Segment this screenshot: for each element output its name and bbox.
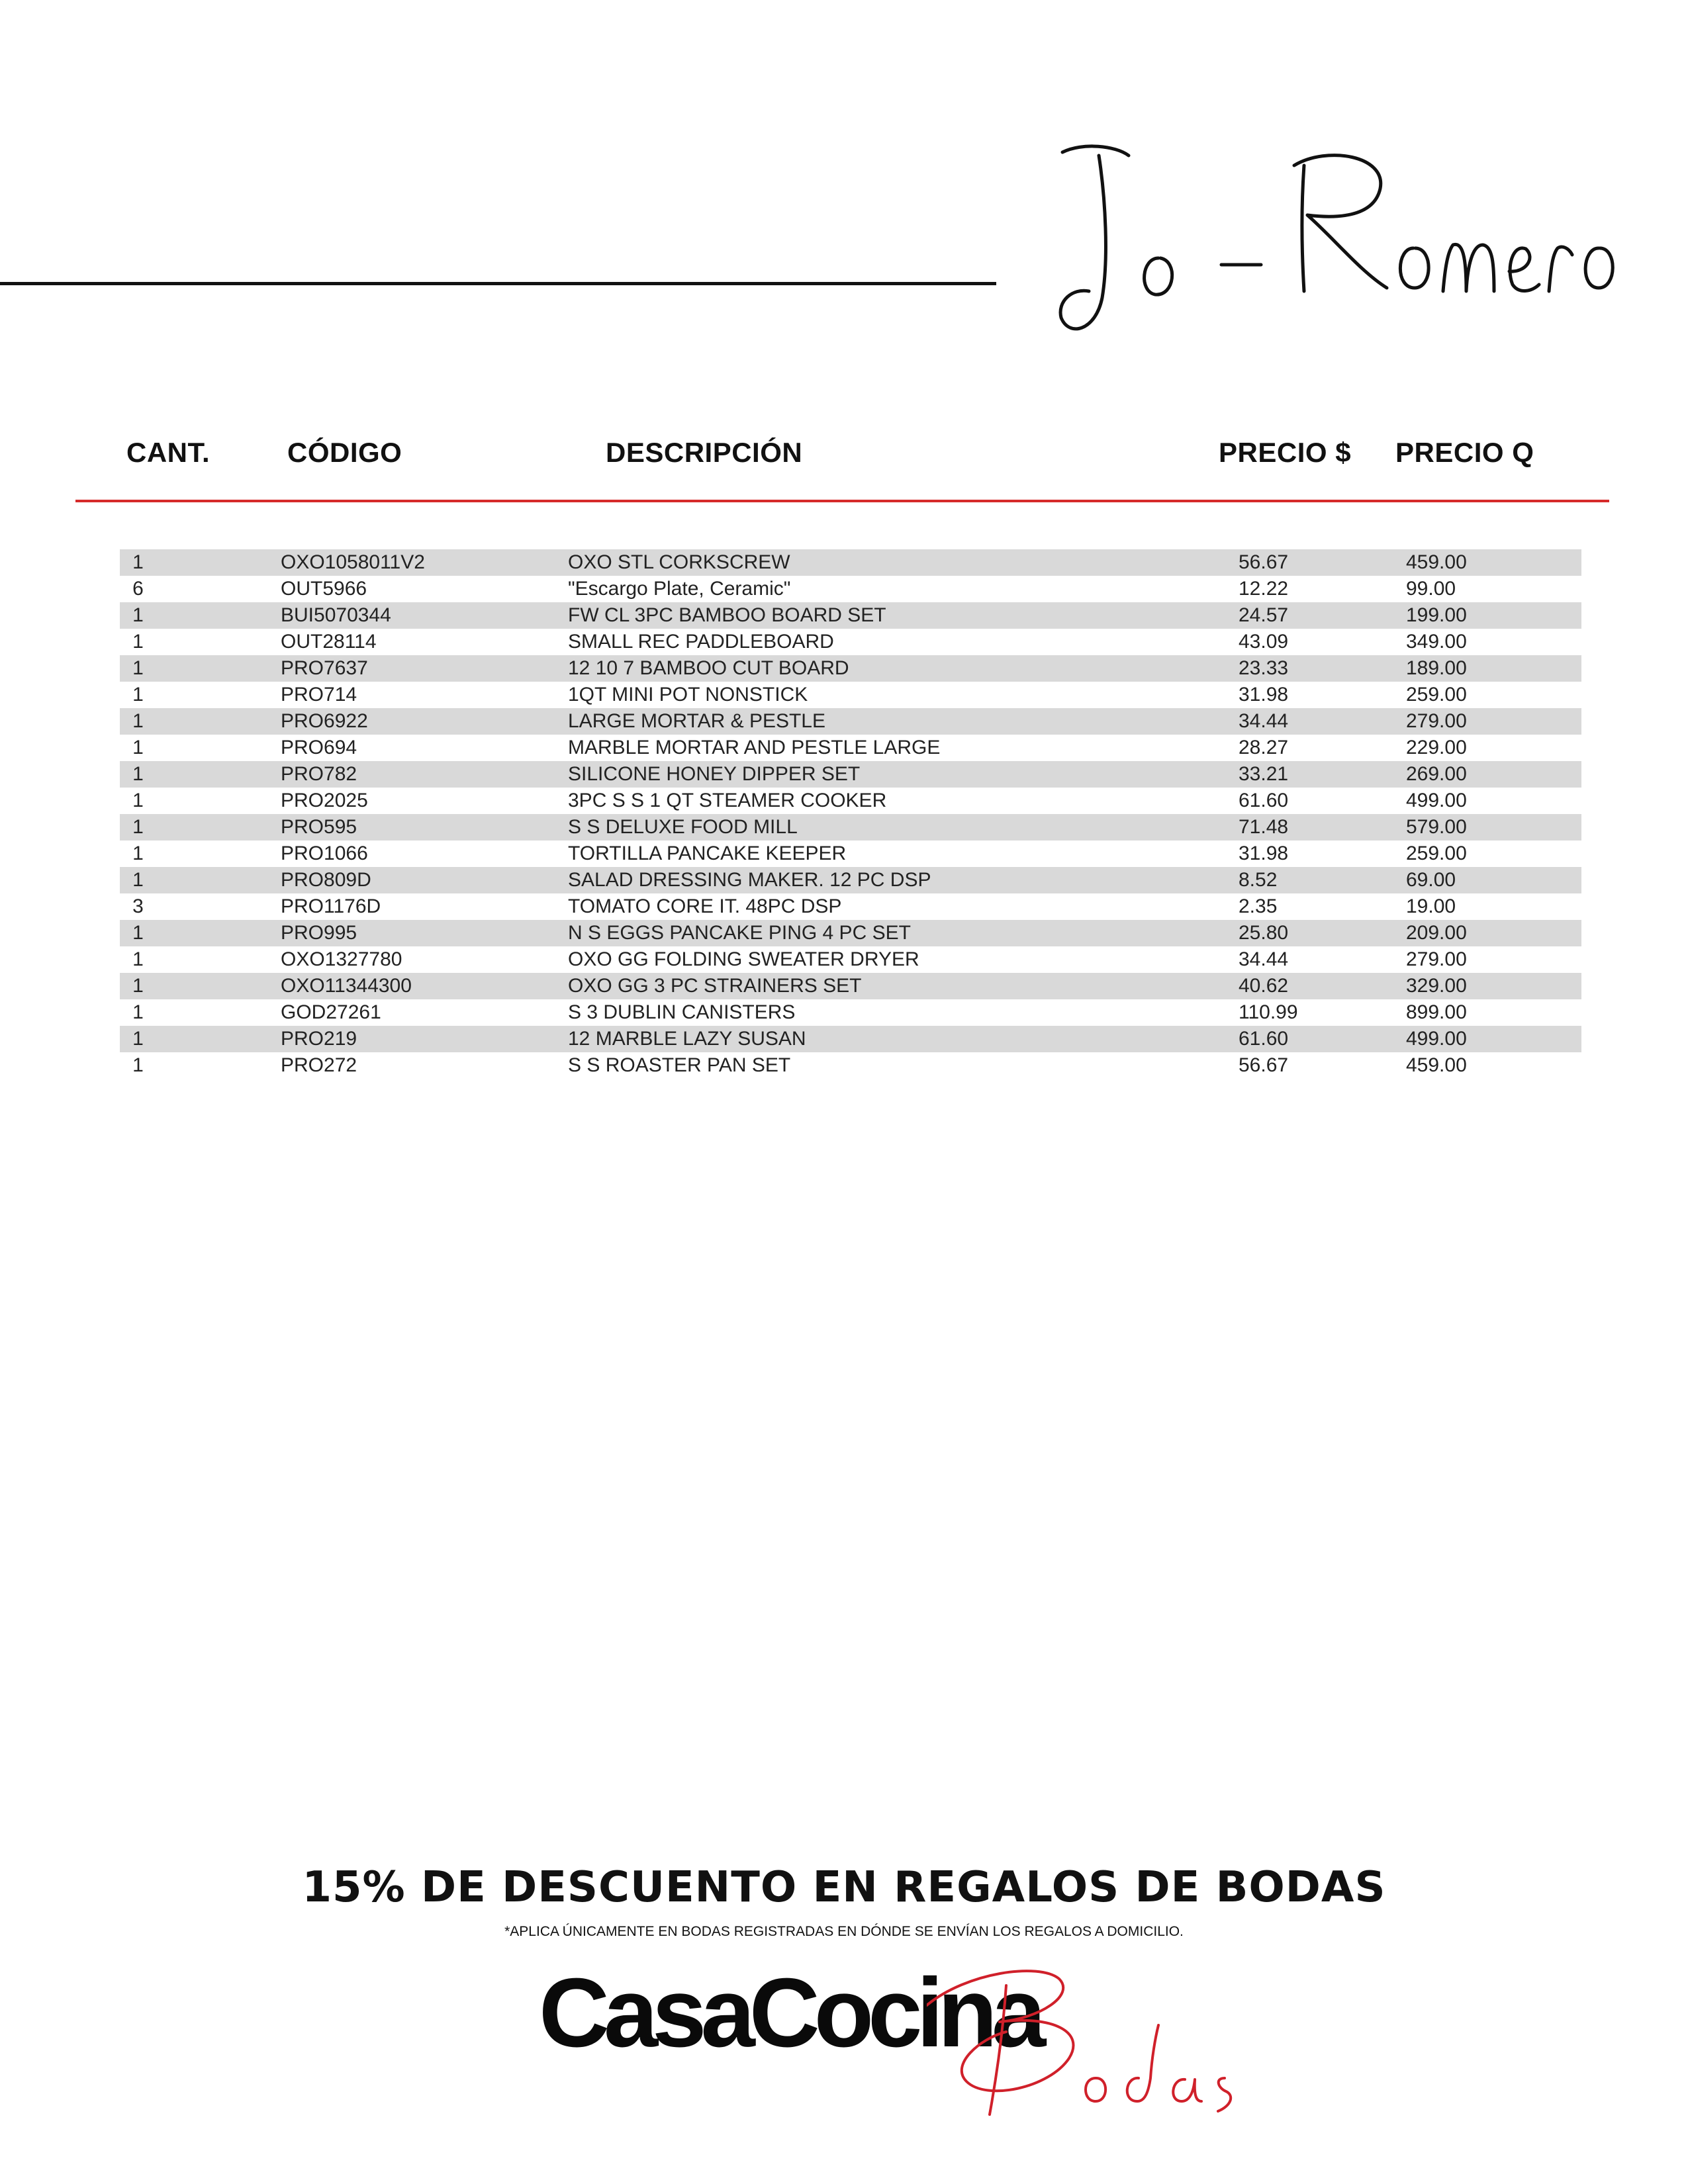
cell-precio-usd: 8.52	[1239, 869, 1278, 891]
top-divider	[0, 282, 996, 285]
cell-codigo: OXO1058011V2	[281, 551, 425, 573]
cell-cant: 1	[132, 763, 144, 785]
table-row	[120, 973, 1581, 999]
cell-precio-usd: 56.67	[1239, 551, 1289, 573]
promo-title: 15% DE DESCUENTO EN REGALOS DE BODAS	[302, 1863, 1386, 1912]
table-header	[0, 437, 1688, 483]
cell-cant: 1	[132, 604, 144, 626]
header-divider	[75, 500, 1609, 502]
cell-precio-usd: 61.60	[1239, 790, 1289, 811]
cell-precio-q: 69.00	[1406, 869, 1456, 891]
cell-cant: 1	[132, 1028, 144, 1050]
cell-precio-q: 459.00	[1406, 1054, 1467, 1076]
table-row	[120, 655, 1581, 682]
logo-script-bodas	[927, 1959, 1244, 2124]
cell-descripcion: S S DELUXE FOOD MILL	[568, 816, 798, 838]
cell-cant: 1	[132, 948, 144, 970]
cell-codigo: PRO694	[281, 737, 357, 758]
cell-cant: 1	[132, 1001, 144, 1023]
cell-cant: 1	[132, 631, 144, 653]
table-body	[120, 549, 1581, 1079]
table-row	[120, 1026, 1581, 1052]
cell-cant: 1	[132, 710, 144, 732]
table-row	[120, 602, 1581, 629]
table-row	[120, 946, 1581, 973]
cell-codigo: OUT5966	[281, 578, 367, 600]
signature	[1043, 126, 1625, 364]
cell-precio-q: 499.00	[1406, 790, 1467, 811]
cell-precio-usd: 23.33	[1239, 657, 1289, 679]
cell-codigo: PRO7637	[281, 657, 368, 679]
logo-brand: CasaCocina	[539, 1958, 1041, 2068]
cell-descripcion: LARGE MORTAR & PESTLE	[568, 710, 825, 732]
cell-descripcion: SILICONE HONEY DIPPER SET	[568, 763, 861, 785]
cell-cant: 1	[132, 842, 144, 864]
cell-descripcion: N S EGGS PANCAKE PING 4 PC SET	[568, 922, 911, 944]
cell-cant: 1	[132, 790, 144, 811]
cell-codigo: PRO219	[281, 1028, 357, 1050]
cell-cant: 1	[132, 922, 144, 944]
table-row	[120, 814, 1581, 841]
cell-codigo: OXO11344300	[281, 975, 412, 997]
cell-codigo: PRO2025	[281, 790, 368, 811]
cell-precio-usd: 2.35	[1239, 895, 1278, 917]
table-row	[120, 576, 1581, 602]
cell-precio-usd: 33.21	[1239, 763, 1289, 785]
cell-cant: 1	[132, 869, 144, 891]
cell-precio-q: 269.00	[1406, 763, 1467, 785]
cell-precio-q: 349.00	[1406, 631, 1467, 653]
table-row	[120, 999, 1581, 1026]
cell-codigo: PRO809D	[281, 869, 371, 891]
table-row	[120, 761, 1581, 788]
header-descripcion: DESCRIPCIÓN	[606, 437, 803, 468]
cell-precio-q: 99.00	[1406, 578, 1456, 600]
cell-codigo: PRO714	[281, 684, 357, 705]
cell-codigo: OUT28114	[281, 631, 377, 653]
cell-precio-usd: 71.48	[1239, 816, 1289, 838]
table-row	[120, 867, 1581, 893]
cell-precio-usd: 31.98	[1239, 684, 1289, 705]
cell-descripcion: 1QT MINI POT NONSTICK	[568, 684, 808, 705]
cell-precio-q: 189.00	[1406, 657, 1467, 679]
cell-descripcion: 3PC S S 1 QT STEAMER COOKER	[568, 790, 887, 811]
cell-descripcion: 12 MARBLE LAZY SUSAN	[568, 1028, 806, 1050]
header-cant: CANT.	[126, 437, 211, 468]
cell-precio-q: 209.00	[1406, 922, 1467, 944]
table-row	[120, 920, 1581, 946]
cell-precio-usd: 43.09	[1239, 631, 1289, 653]
cell-codigo: PRO272	[281, 1054, 357, 1076]
table-row	[120, 708, 1581, 735]
table-row	[120, 629, 1581, 655]
cell-descripcion: OXO GG FOLDING SWEATER DRYER	[568, 948, 919, 970]
cell-descripcion: OXO STL CORKSCREW	[568, 551, 790, 573]
cell-precio-usd: 12.22	[1239, 578, 1289, 600]
cell-codigo: PRO1066	[281, 842, 368, 864]
cell-precio-usd: 34.44	[1239, 710, 1289, 732]
cell-precio-q: 259.00	[1406, 842, 1467, 864]
cell-precio-q: 899.00	[1406, 1001, 1467, 1023]
cell-precio-q: 459.00	[1406, 551, 1467, 573]
table-row	[120, 841, 1581, 867]
header-codigo: CÓDIGO	[287, 437, 402, 468]
cell-precio-usd: 34.44	[1239, 948, 1289, 970]
cell-descripcion: 12 10 7 BAMBOO CUT BOARD	[568, 657, 849, 679]
cell-cant: 6	[132, 578, 144, 600]
cell-codigo: PRO6922	[281, 710, 368, 732]
promo-note: *APLICA ÚNICAMENTE EN BODAS REGISTRADAS EN DÓNDE SE ENVÍAN LOS REGALOS A DOMICILIO.	[504, 1924, 1184, 1939]
cell-precio-usd: 40.62	[1239, 975, 1289, 997]
cell-cant: 1	[132, 737, 144, 758]
cell-precio-usd: 24.57	[1239, 604, 1289, 626]
table-row	[120, 1052, 1581, 1079]
cell-descripcion: S 3 DUBLIN CANISTERS	[568, 1001, 796, 1023]
cell-descripcion: "Escargo Plate, Ceramic"	[568, 578, 791, 600]
cell-descripcion: SALAD DRESSING MAKER. 12 PC DSP	[568, 869, 931, 891]
cell-codigo: PRO782	[281, 763, 357, 785]
cell-codigo: OXO1327780	[281, 948, 402, 970]
cell-descripcion: OXO GG 3 PC STRAINERS SET	[568, 975, 862, 997]
cell-descripcion: TORTILLA PANCAKE KEEPER	[568, 842, 847, 864]
cell-descripcion: SMALL REC PADDLEBOARD	[568, 631, 834, 653]
cell-codigo: PRO995	[281, 922, 357, 944]
cell-precio-usd: 28.27	[1239, 737, 1289, 758]
cell-cant: 1	[132, 657, 144, 679]
cell-precio-q: 259.00	[1406, 684, 1467, 705]
cell-precio-q: 229.00	[1406, 737, 1467, 758]
cell-codigo: PRO1176D	[281, 895, 381, 917]
cell-precio-q: 499.00	[1406, 1028, 1467, 1050]
cell-cant: 1	[132, 684, 144, 705]
cell-cant: 1	[132, 816, 144, 838]
cell-precio-usd: 110.99	[1239, 1001, 1298, 1023]
cell-codigo: BUI5070344	[281, 604, 391, 626]
cell-codigo: GOD27261	[281, 1001, 381, 1023]
cell-precio-usd: 31.98	[1239, 842, 1289, 864]
cell-precio-usd: 61.60	[1239, 1028, 1289, 1050]
table-row	[120, 549, 1581, 576]
table-row	[120, 735, 1581, 761]
cell-precio-q: 579.00	[1406, 816, 1467, 838]
cell-codigo: PRO595	[281, 816, 357, 838]
cell-descripcion: S S ROASTER PAN SET	[568, 1054, 791, 1076]
cell-descripcion: MARBLE MORTAR AND PESTLE LARGE	[568, 737, 941, 758]
cell-precio-q: 279.00	[1406, 948, 1467, 970]
cell-precio-q: 19.00	[1406, 895, 1456, 917]
cell-precio-q: 329.00	[1406, 975, 1467, 997]
header-precio-q: PRECIO Q	[1395, 437, 1534, 468]
cell-precio-usd: 56.67	[1239, 1054, 1289, 1076]
table-row	[120, 682, 1581, 708]
cell-descripcion: TOMATO CORE IT. 48PC DSP	[568, 895, 842, 917]
cell-cant: 1	[132, 975, 144, 997]
cell-precio-usd: 25.80	[1239, 922, 1289, 944]
header-precio-usd: PRECIO $	[1219, 437, 1352, 468]
cell-precio-q: 279.00	[1406, 710, 1467, 732]
cell-cant: 3	[132, 895, 144, 917]
cell-cant: 1	[132, 551, 144, 573]
table-row	[120, 788, 1581, 814]
cell-descripcion: FW CL 3PC BAMBOO BOARD SET	[568, 604, 886, 626]
table-row	[120, 893, 1581, 920]
cell-precio-q: 199.00	[1406, 604, 1467, 626]
casacocina-bodas-logo	[530, 1959, 1244, 2124]
cell-cant: 1	[132, 1054, 144, 1076]
